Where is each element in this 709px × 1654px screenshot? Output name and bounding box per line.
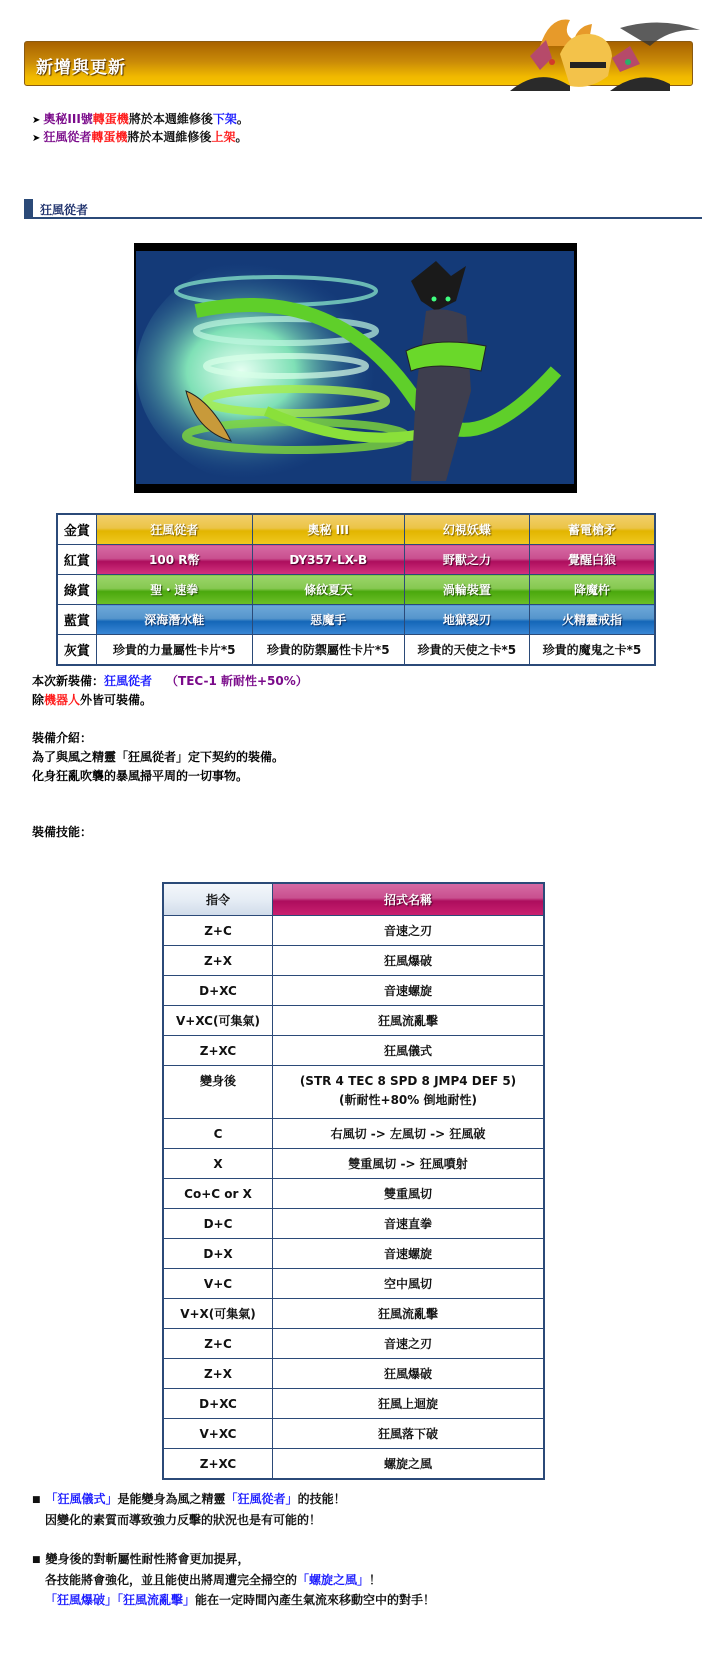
- table-row: Z+XC 狂風儀式: [163, 1036, 544, 1066]
- table-row: X 雙重風切 -> 狂風噴射: [163, 1149, 544, 1179]
- table-row: Z+X 狂風爆破: [163, 946, 544, 976]
- section-divider: [24, 217, 702, 219]
- table-header-row: 指令 招式名稱: [163, 883, 544, 916]
- table-row: Z+C 音速之刃: [163, 1329, 544, 1359]
- skills-heading: 裝備技能：: [32, 825, 93, 839]
- intro-line: 為了與風之精靈「狂風從者」定下契約的裝備。: [32, 750, 285, 764]
- page-title: 新增與更新: [36, 58, 126, 78]
- table-row: V+C 空中風切: [163, 1269, 544, 1299]
- news-item: ➤ 奧秘III號轉蛋機將於本週維修後下架。: [32, 112, 249, 126]
- skill-table: [162, 882, 545, 1480]
- arrow-icon: ➤: [32, 133, 41, 144]
- equipment-name: 狂風從者: [104, 674, 153, 688]
- square-bullet-icon: ■: [32, 1495, 41, 1505]
- table-row: 灰賞 珍貴的力量屬性卡片*5 珍貴的防禦屬性卡片*5 珍貴的天使之卡*5 珍貴的魔鬼之卡*5: [57, 635, 655, 666]
- table-row: C 右風切 -> 左風切 -> 狂風破: [163, 1119, 544, 1149]
- arrow-icon: ➤: [32, 115, 41, 126]
- table-row: 紅賞 100 R幣 DY357-LX-B 野獸之力 覺醒白狼: [57, 545, 655, 575]
- table-row: 變身後 (STR 4 TEC 8 SPD 8 JMP4 DEF 5) (斬耐性+80% 倒地耐性): [163, 1066, 544, 1119]
- table-row: V+X(可集氣) 狂風流亂擊: [163, 1299, 544, 1329]
- square-bullet-icon: ■: [32, 1555, 41, 1565]
- table-row: Co+C or X 雙重風切: [163, 1179, 544, 1209]
- table-row: V+XC 狂風落下破: [163, 1419, 544, 1449]
- note-block: ■ 「狂風儀式」是能變身為風之精靈「狂風從者」的技能！ 因變化的素質而導致強力反擊的狀況也是有可能的！: [32, 1492, 346, 1527]
- new-equipment-line: 本次新裝備：狂風從者 （TEC-1 斬耐性+50%）: [32, 674, 308, 688]
- intro-heading: 裝備介紹：: [32, 731, 93, 745]
- table-row: 金賞 狂風從者 奧秘 III 幻視妖蝶 蓄電槍矛: [57, 514, 655, 545]
- table-row: D+XC 狂風上迴旋: [163, 1389, 544, 1419]
- mascot-character-image: [500, 6, 705, 91]
- table-row: V+XC(可集氣) 狂風流亂擊: [163, 1006, 544, 1036]
- table-row: Z+C 音速之刃: [163, 916, 544, 946]
- table-row: 藍賞 深海潛水鞋 惡魔手 地獄裂刃 火精靈戒指: [57, 605, 655, 635]
- table-row: Z+X 狂風爆破: [163, 1359, 544, 1389]
- note-block: ■ 變身後的對斬屬性耐性將會更加提昇， 各技能將會強化，並且能使出將周遭完全掃空的「螺旋之風」！ 「狂風爆破」「狂風流亂擊」能在一定時間內產生氣流來移動空中的對手！: [32, 1552, 436, 1607]
- table-row: D+C 音速直拳: [163, 1209, 544, 1239]
- news-item: ➤ 狂風從者轉蛋機將於本週維修後上架。: [32, 130, 248, 144]
- section-title: 狂風從者: [40, 203, 89, 217]
- table-row: D+X 音速螺旋: [163, 1239, 544, 1269]
- hero-image: [134, 243, 577, 493]
- equip-restriction-line: 除機器人外皆可裝備。: [32, 693, 153, 707]
- intro-line: 化身狂亂吹襲的暴風掃平周的一切事物。: [32, 769, 249, 783]
- equipment-stat: （TEC-1 斬耐性+50%）: [166, 674, 308, 688]
- table-row: Z+XC 螺旋之風: [163, 1449, 544, 1480]
- table-row: D+XC 音速螺旋: [163, 976, 544, 1006]
- prize-table: [56, 513, 656, 666]
- table-row: 綠賞 聖・速拳 條紋夏天 渦輪裝置 降魔杵: [57, 575, 655, 605]
- section-marker: [24, 199, 33, 218]
